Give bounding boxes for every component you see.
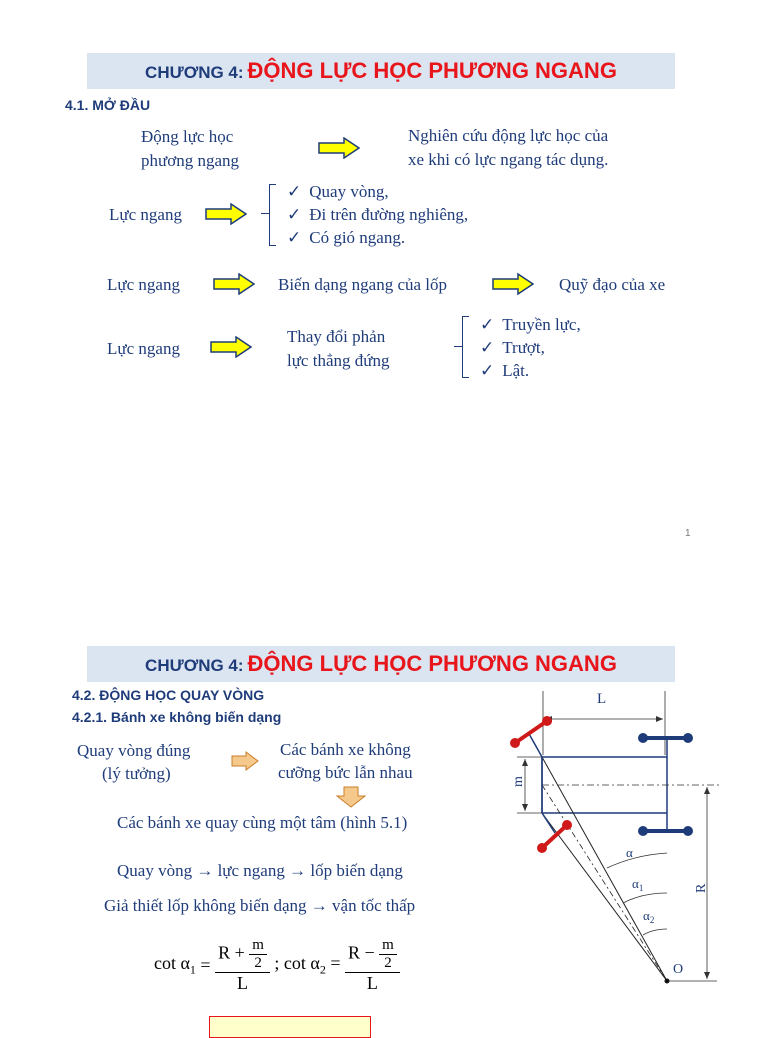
label-alpha: α bbox=[626, 845, 633, 860]
section-heading: 4.2. ĐỘNG HỌC QUAY VÒNG bbox=[72, 687, 265, 703]
row4-item: ✓ Trượt, bbox=[480, 338, 545, 357]
arrow-right-icon bbox=[231, 751, 259, 771]
row1-left-line2: phương ngang bbox=[141, 151, 239, 170]
cot-alpha1: $\cot \alpha_1$ bbox=[154, 953, 196, 977]
turning-geometry-diagram bbox=[495, 685, 730, 995]
row4-middle-line2: lực thẳng đứng bbox=[287, 351, 390, 370]
ideal-turn-line1: Quay vòng đúng bbox=[77, 741, 191, 760]
slide1-banner bbox=[87, 53, 675, 89]
arrow-right-icon bbox=[492, 273, 534, 295]
front-right-wheel bbox=[537, 820, 572, 853]
row3-left: Lực ngang bbox=[107, 275, 180, 294]
slide2-banner bbox=[87, 646, 675, 682]
label-O: O bbox=[673, 962, 684, 977]
label-R: R bbox=[694, 883, 709, 893]
rear-right-wheel bbox=[638, 826, 693, 836]
row2-item: ✓ Quay vòng, bbox=[287, 182, 389, 201]
row4-middle-line1: Thay đổi phản bbox=[287, 327, 386, 346]
front-left-wheel bbox=[510, 716, 552, 748]
label-alpha2: α bbox=[643, 908, 650, 923]
row4-left: Lực ngang bbox=[107, 339, 180, 358]
arrow-down-icon bbox=[336, 786, 366, 808]
row3-middle: Biến dạng ngang của lốp bbox=[278, 275, 448, 294]
label-L: L bbox=[597, 691, 607, 707]
brace-tick bbox=[261, 213, 269, 214]
page-number: 1 bbox=[685, 528, 691, 539]
rear-left-wheel bbox=[638, 733, 693, 743]
check-icon: ✓ bbox=[287, 182, 302, 201]
check-icon: ✓ bbox=[287, 228, 302, 247]
label-alpha1: α bbox=[632, 876, 639, 891]
assumption-text: Giả thiết lốp không biến dạng → vận tốc thấp bbox=[104, 896, 416, 915]
arrow-right-icon bbox=[205, 203, 247, 225]
arrow-right-icon bbox=[213, 273, 255, 295]
brace-tick bbox=[454, 346, 462, 347]
brace bbox=[269, 184, 276, 246]
common-center-text: Các bánh xe quay cùng một tâm (hình 5.1) bbox=[117, 813, 408, 832]
row1-right-line2: xe khi có lực ngang tác dụng. bbox=[408, 150, 609, 169]
fraction: R + $\frac{m}{2}$ L bbox=[215, 937, 270, 994]
fraction: R − $\frac{m}{2}$ L bbox=[345, 937, 400, 994]
svg-text:α2: $\alpha_2$ bbox=[643, 908, 655, 925]
check-icon: ✓ bbox=[287, 205, 302, 224]
highlight-box bbox=[209, 1016, 371, 1038]
check-icon: ✓ bbox=[480, 315, 495, 334]
section-heading: 4.1. MỞ ĐẦU bbox=[65, 97, 151, 113]
no-coercion-line1: Các bánh xe không bbox=[280, 740, 411, 759]
check-icon: ✓ bbox=[480, 361, 495, 380]
row1-right-line1: Nghiên cứu động lực học của bbox=[408, 126, 609, 145]
chapter-title: ĐỘNG LỰC HỌC PHƯƠNG NGANG bbox=[247, 58, 617, 83]
no-coercion-line2: cưỡng bức lẫn nhau bbox=[278, 763, 413, 782]
row2-left: Lực ngang bbox=[109, 205, 182, 224]
row4-item: ✓ Truyền lực, bbox=[480, 315, 581, 334]
ideal-turn-line2: (lý tưởng) bbox=[102, 764, 171, 783]
row4-item: ✓ Lật. bbox=[480, 361, 530, 380]
arrow-right-icon bbox=[318, 137, 360, 159]
cot-formula: $\cot \alpha_1$ = R + $\frac{m}{2}$ L ; $\cot \alpha_2$ = R − $\frac{m}{2}$ L bbox=[154, 937, 400, 994]
arrow-right-icon bbox=[210, 336, 252, 358]
subsection-heading: 4.2.1. Bánh xe không biến dạng bbox=[72, 709, 282, 725]
svg-text:α1: $\alpha_1$ bbox=[632, 876, 644, 893]
chapter-prefix: CHƯƠNG 4: bbox=[145, 63, 244, 82]
row2-item: ✓ Có gió ngang. bbox=[287, 228, 406, 247]
force-chain-text: Quay vòng → lực ngang → lốp biến dạng bbox=[117, 861, 403, 880]
check-icon: ✓ bbox=[480, 338, 495, 357]
chapter-prefix: CHƯƠNG 4: bbox=[145, 656, 244, 675]
row1-left-line1: Động lực học bbox=[141, 127, 234, 146]
brace bbox=[462, 316, 469, 378]
label-m: m bbox=[511, 776, 526, 787]
chapter-title: ĐỘNG LỰC HỌC PHƯƠNG NGANG bbox=[247, 651, 617, 676]
row2-item: ✓ Đi trên đường nghiêng, bbox=[287, 205, 469, 224]
row3-right: Quỹ đạo của xe bbox=[559, 275, 666, 294]
